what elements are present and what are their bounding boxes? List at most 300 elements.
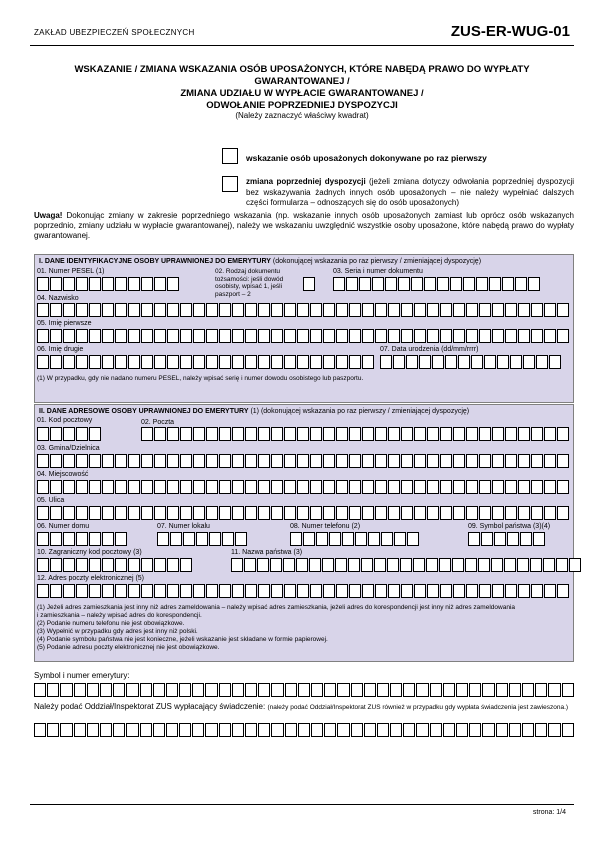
char-cell[interactable]: [284, 303, 296, 317]
char-cell[interactable]: [531, 584, 543, 598]
char-cell[interactable]: [219, 480, 231, 494]
char-cell[interactable]: [128, 454, 140, 468]
char-cell[interactable]: [492, 454, 504, 468]
char-cell[interactable]: [245, 584, 257, 598]
house-number-input[interactable]: [37, 532, 128, 546]
char-cell[interactable]: [206, 355, 218, 369]
char-cell[interactable]: [219, 355, 231, 369]
char-cell[interactable]: [47, 723, 59, 737]
doc-type-input[interactable]: [303, 277, 316, 291]
char-cell[interactable]: [323, 454, 335, 468]
char-cell[interactable]: [126, 723, 138, 737]
char-cell[interactable]: [37, 506, 49, 520]
char-cell[interactable]: [557, 329, 569, 343]
char-cell[interactable]: [245, 355, 257, 369]
char-cell[interactable]: [443, 723, 455, 737]
char-cell[interactable]: [426, 558, 438, 572]
char-cell[interactable]: [87, 723, 99, 737]
char-cell[interactable]: [205, 723, 217, 737]
char-cell[interactable]: [63, 532, 75, 546]
char-cell[interactable]: [89, 427, 101, 441]
char-cell[interactable]: [310, 427, 322, 441]
char-cell[interactable]: [401, 584, 413, 598]
char-cell[interactable]: [206, 584, 218, 598]
char-cell[interactable]: [481, 532, 493, 546]
char-cell[interactable]: [416, 683, 428, 697]
char-cell[interactable]: [196, 532, 208, 546]
char-cell[interactable]: [453, 303, 465, 317]
birthdate-input[interactable]: [380, 355, 562, 369]
char-cell[interactable]: [297, 454, 309, 468]
char-cell[interactable]: [466, 329, 478, 343]
char-cell[interactable]: [311, 683, 323, 697]
char-cell[interactable]: [505, 506, 517, 520]
char-cell[interactable]: [362, 584, 374, 598]
char-cell[interactable]: [535, 723, 547, 737]
char-cell[interactable]: [388, 506, 400, 520]
char-cell[interactable]: [569, 558, 581, 572]
char-cell[interactable]: [167, 454, 179, 468]
char-cell[interactable]: [193, 303, 205, 317]
char-cell[interactable]: [193, 454, 205, 468]
char-cell[interactable]: [154, 454, 166, 468]
char-cell[interactable]: [522, 683, 534, 697]
char-cell[interactable]: [401, 427, 413, 441]
char-cell[interactable]: [453, 427, 465, 441]
char-cell[interactable]: [375, 480, 387, 494]
char-cell[interactable]: [414, 480, 426, 494]
char-cell[interactable]: [544, 584, 556, 598]
char-cell[interactable]: [219, 506, 231, 520]
char-cell[interactable]: [310, 329, 322, 343]
char-cell[interactable]: [166, 723, 178, 737]
char-cell[interactable]: [333, 277, 345, 291]
char-cell[interactable]: [432, 355, 444, 369]
char-cell[interactable]: [102, 584, 114, 598]
char-cell[interactable]: [492, 329, 504, 343]
char-cell[interactable]: [34, 723, 46, 737]
char-cell[interactable]: [310, 480, 322, 494]
char-cell[interactable]: [505, 427, 517, 441]
char-cell[interactable]: [180, 427, 192, 441]
char-cell[interactable]: [154, 506, 166, 520]
char-cell[interactable]: [466, 303, 478, 317]
char-cell[interactable]: [492, 480, 504, 494]
char-cell[interactable]: [245, 329, 257, 343]
char-cell[interactable]: [297, 303, 309, 317]
char-cell[interactable]: [557, 506, 569, 520]
char-cell[interactable]: [154, 355, 166, 369]
char-cell[interactable]: [179, 723, 191, 737]
char-cell[interactable]: [388, 480, 400, 494]
char-cell[interactable]: [245, 683, 257, 697]
char-cell[interactable]: [180, 584, 192, 598]
char-cell[interactable]: [102, 277, 114, 291]
char-cell[interactable]: [407, 532, 419, 546]
char-cell[interactable]: [284, 454, 296, 468]
char-cell[interactable]: [192, 723, 204, 737]
char-cell[interactable]: [50, 329, 62, 343]
char-cell[interactable]: [271, 506, 283, 520]
char-cell[interactable]: [115, 277, 127, 291]
char-cell[interactable]: [479, 480, 491, 494]
char-cell[interactable]: [100, 723, 112, 737]
char-cell[interactable]: [205, 683, 217, 697]
char-cell[interactable]: [505, 584, 517, 598]
char-cell[interactable]: [430, 723, 442, 737]
char-cell[interactable]: [368, 532, 380, 546]
char-cell[interactable]: [484, 355, 496, 369]
char-cell[interactable]: [154, 584, 166, 598]
char-cell[interactable]: [206, 506, 218, 520]
char-cell[interactable]: [479, 427, 491, 441]
char-cell[interactable]: [518, 303, 530, 317]
char-cell[interactable]: [76, 532, 88, 546]
char-cell[interactable]: [74, 723, 86, 737]
char-cell[interactable]: [549, 355, 561, 369]
foreign-postal-input[interactable]: [37, 558, 193, 572]
char-cell[interactable]: [377, 723, 389, 737]
char-cell[interactable]: [271, 723, 283, 737]
char-cell[interactable]: [284, 584, 296, 598]
char-cell[interactable]: [427, 427, 439, 441]
char-cell[interactable]: [557, 584, 569, 598]
char-cell[interactable]: [427, 480, 439, 494]
char-cell[interactable]: [258, 454, 270, 468]
char-cell[interactable]: [232, 683, 244, 697]
char-cell[interactable]: [336, 584, 348, 598]
char-cell[interactable]: [518, 454, 530, 468]
char-cell[interactable]: [63, 480, 75, 494]
char-cell[interactable]: [323, 329, 335, 343]
char-cell[interactable]: [115, 480, 127, 494]
char-cell[interactable]: [37, 329, 49, 343]
char-cell[interactable]: [393, 355, 405, 369]
char-cell[interactable]: [507, 532, 519, 546]
char-cell[interactable]: [424, 277, 436, 291]
char-cell[interactable]: [50, 277, 62, 291]
char-cell[interactable]: [557, 303, 569, 317]
street-input[interactable]: [37, 506, 570, 520]
char-cell[interactable]: [377, 683, 389, 697]
char-cell[interactable]: [478, 558, 490, 572]
char-cell[interactable]: [522, 723, 534, 737]
char-cell[interactable]: [414, 584, 426, 598]
char-cell[interactable]: [388, 427, 400, 441]
char-cell[interactable]: [222, 532, 234, 546]
char-cell[interactable]: [76, 303, 88, 317]
char-cell[interactable]: [310, 506, 322, 520]
char-cell[interactable]: [518, 506, 530, 520]
char-cell[interactable]: [482, 723, 494, 737]
char-cell[interactable]: [337, 683, 349, 697]
char-cell[interactable]: [380, 355, 392, 369]
char-cell[interactable]: [430, 683, 442, 697]
char-cell[interactable]: [349, 480, 361, 494]
char-cell[interactable]: [414, 454, 426, 468]
char-cell[interactable]: [528, 277, 540, 291]
char-cell[interactable]: [531, 329, 543, 343]
char-cell[interactable]: [453, 329, 465, 343]
char-cell[interactable]: [206, 303, 218, 317]
char-cell[interactable]: [128, 303, 140, 317]
char-cell[interactable]: [154, 329, 166, 343]
char-cell[interactable]: [323, 506, 335, 520]
char-cell[interactable]: [336, 329, 348, 343]
char-cell[interactable]: [63, 329, 75, 343]
char-cell[interactable]: [562, 723, 574, 737]
char-cell[interactable]: [509, 723, 521, 737]
char-cell[interactable]: [167, 584, 179, 598]
char-cell[interactable]: [469, 683, 481, 697]
char-cell[interactable]: [453, 584, 465, 598]
char-cell[interactable]: [206, 454, 218, 468]
char-cell[interactable]: [414, 329, 426, 343]
char-cell[interactable]: [47, 683, 59, 697]
char-cell[interactable]: [502, 277, 514, 291]
char-cell[interactable]: [440, 427, 452, 441]
char-cell[interactable]: [206, 427, 218, 441]
char-cell[interactable]: [453, 506, 465, 520]
char-cell[interactable]: [401, 329, 413, 343]
char-cell[interactable]: [443, 683, 455, 697]
char-cell[interactable]: [310, 454, 322, 468]
char-cell[interactable]: [258, 303, 270, 317]
char-cell[interactable]: [219, 723, 231, 737]
char-cell[interactable]: [351, 683, 363, 697]
char-cell[interactable]: [531, 303, 543, 317]
char-cell[interactable]: [245, 480, 257, 494]
char-cell[interactable]: [76, 454, 88, 468]
char-cell[interactable]: [76, 584, 88, 598]
char-cell[interactable]: [89, 329, 101, 343]
char-cell[interactable]: [271, 329, 283, 343]
char-cell[interactable]: [414, 427, 426, 441]
char-cell[interactable]: [290, 532, 302, 546]
pesel-input[interactable]: [37, 277, 180, 291]
char-cell[interactable]: [342, 532, 354, 546]
char-cell[interactable]: [50, 506, 62, 520]
char-cell[interactable]: [128, 355, 140, 369]
char-cell[interactable]: [285, 683, 297, 697]
char-cell[interactable]: [355, 532, 367, 546]
gmina-input[interactable]: [37, 454, 570, 468]
char-cell[interactable]: [510, 355, 522, 369]
char-cell[interactable]: [336, 454, 348, 468]
char-cell[interactable]: [219, 454, 231, 468]
char-cell[interactable]: [492, 303, 504, 317]
char-cell[interactable]: [180, 454, 192, 468]
char-cell[interactable]: [258, 355, 270, 369]
char-cell[interactable]: [102, 506, 114, 520]
char-cell[interactable]: [463, 277, 475, 291]
char-cell[interactable]: [324, 723, 336, 737]
char-cell[interactable]: [337, 723, 349, 737]
oddzial-input[interactable]: [34, 723, 575, 737]
char-cell[interactable]: [303, 532, 315, 546]
char-cell[interactable]: [336, 427, 348, 441]
country-symbol-input[interactable]: [468, 532, 546, 546]
char-cell[interactable]: [401, 454, 413, 468]
char-cell[interactable]: [89, 454, 101, 468]
char-cell[interactable]: [465, 558, 477, 572]
char-cell[interactable]: [245, 303, 257, 317]
char-cell[interactable]: [115, 303, 127, 317]
char-cell[interactable]: [362, 454, 374, 468]
char-cell[interactable]: [37, 303, 49, 317]
char-cell[interactable]: [323, 427, 335, 441]
char-cell[interactable]: [100, 683, 112, 697]
char-cell[interactable]: [257, 558, 269, 572]
char-cell[interactable]: [375, 427, 387, 441]
char-cell[interactable]: [323, 480, 335, 494]
char-cell[interactable]: [496, 723, 508, 737]
char-cell[interactable]: [115, 454, 127, 468]
char-cell[interactable]: [390, 683, 402, 697]
char-cell[interactable]: [154, 277, 166, 291]
char-cell[interactable]: [219, 303, 231, 317]
char-cell[interactable]: [544, 454, 556, 468]
char-cell[interactable]: [271, 355, 283, 369]
char-cell[interactable]: [531, 480, 543, 494]
char-cell[interactable]: [505, 303, 517, 317]
char-cell[interactable]: [349, 454, 361, 468]
char-cell[interactable]: [271, 303, 283, 317]
char-cell[interactable]: [520, 532, 532, 546]
char-cell[interactable]: [531, 454, 543, 468]
doc-number-input[interactable]: [333, 277, 541, 291]
char-cell[interactable]: [128, 329, 140, 343]
char-cell[interactable]: [232, 723, 244, 737]
char-cell[interactable]: [372, 277, 384, 291]
char-cell[interactable]: [270, 558, 282, 572]
char-cell[interactable]: [232, 355, 244, 369]
char-cell[interactable]: [193, 355, 205, 369]
char-cell[interactable]: [283, 558, 295, 572]
char-cell[interactable]: [206, 329, 218, 343]
char-cell[interactable]: [63, 303, 75, 317]
char-cell[interactable]: [141, 303, 153, 317]
char-cell[interactable]: [349, 355, 361, 369]
char-cell[interactable]: [515, 277, 527, 291]
char-cell[interactable]: [533, 532, 545, 546]
char-cell[interactable]: [531, 506, 543, 520]
char-cell[interactable]: [167, 329, 179, 343]
char-cell[interactable]: [359, 277, 371, 291]
char-cell[interactable]: [193, 329, 205, 343]
char-cell[interactable]: [374, 558, 386, 572]
char-cell[interactable]: [349, 303, 361, 317]
char-cell[interactable]: [375, 329, 387, 343]
char-cell[interactable]: [102, 558, 114, 572]
first-name-input[interactable]: [37, 329, 570, 343]
char-cell[interactable]: [141, 427, 153, 441]
char-cell[interactable]: [437, 277, 449, 291]
char-cell[interactable]: [479, 454, 491, 468]
char-cell[interactable]: [219, 329, 231, 343]
char-cell[interactable]: [245, 454, 257, 468]
char-cell[interactable]: [349, 584, 361, 598]
char-cell[interactable]: [466, 480, 478, 494]
char-cell[interactable]: [76, 480, 88, 494]
char-cell[interactable]: [37, 355, 49, 369]
char-cell[interactable]: [37, 454, 49, 468]
char-cell[interactable]: [375, 584, 387, 598]
char-cell[interactable]: [206, 480, 218, 494]
char-cell[interactable]: [34, 683, 46, 697]
char-cell[interactable]: [140, 683, 152, 697]
char-cell[interactable]: [476, 277, 488, 291]
char-cell[interactable]: [362, 355, 374, 369]
char-cell[interactable]: [296, 558, 308, 572]
char-cell[interactable]: [209, 532, 221, 546]
char-cell[interactable]: [385, 277, 397, 291]
char-cell[interactable]: [419, 355, 431, 369]
char-cell[interactable]: [245, 723, 257, 737]
char-cell[interactable]: [375, 303, 387, 317]
char-cell[interactable]: [427, 329, 439, 343]
char-cell[interactable]: [76, 506, 88, 520]
char-cell[interactable]: [335, 558, 347, 572]
char-cell[interactable]: [271, 584, 283, 598]
char-cell[interactable]: [87, 683, 99, 697]
char-cell[interactable]: [89, 506, 101, 520]
char-cell[interactable]: [89, 480, 101, 494]
char-cell[interactable]: [167, 277, 179, 291]
char-cell[interactable]: [180, 329, 192, 343]
char-cell[interactable]: [141, 454, 153, 468]
char-cell[interactable]: [271, 480, 283, 494]
char-cell[interactable]: [297, 329, 309, 343]
pension-symbol-input[interactable]: [34, 683, 575, 697]
char-cell[interactable]: [37, 584, 49, 598]
char-cell[interactable]: [37, 480, 49, 494]
char-cell[interactable]: [387, 558, 399, 572]
char-cell[interactable]: [311, 723, 323, 737]
char-cell[interactable]: [440, 454, 452, 468]
char-cell[interactable]: [388, 584, 400, 598]
char-cell[interactable]: [414, 506, 426, 520]
char-cell[interactable]: [452, 558, 464, 572]
char-cell[interactable]: [231, 558, 243, 572]
char-cell[interactable]: [50, 355, 62, 369]
char-cell[interactable]: [115, 355, 127, 369]
char-cell[interactable]: [193, 427, 205, 441]
char-cell[interactable]: [167, 427, 179, 441]
char-cell[interactable]: [284, 480, 296, 494]
char-cell[interactable]: [180, 506, 192, 520]
char-cell[interactable]: [440, 584, 452, 598]
char-cell[interactable]: [346, 277, 358, 291]
char-cell[interactable]: [364, 683, 376, 697]
char-cell[interactable]: [89, 558, 101, 572]
city-input[interactable]: [37, 480, 570, 494]
char-cell[interactable]: [316, 532, 328, 546]
char-cell[interactable]: [50, 480, 62, 494]
char-cell[interactable]: [491, 558, 503, 572]
char-cell[interactable]: [458, 355, 470, 369]
char-cell[interactable]: [348, 558, 360, 572]
char-cell[interactable]: [523, 355, 535, 369]
char-cell[interactable]: [401, 303, 413, 317]
char-cell[interactable]: [544, 303, 556, 317]
char-cell[interactable]: [556, 558, 568, 572]
char-cell[interactable]: [128, 506, 140, 520]
char-cell[interactable]: [193, 506, 205, 520]
char-cell[interactable]: [154, 558, 166, 572]
char-cell[interactable]: [362, 303, 374, 317]
char-cell[interactable]: [102, 355, 114, 369]
